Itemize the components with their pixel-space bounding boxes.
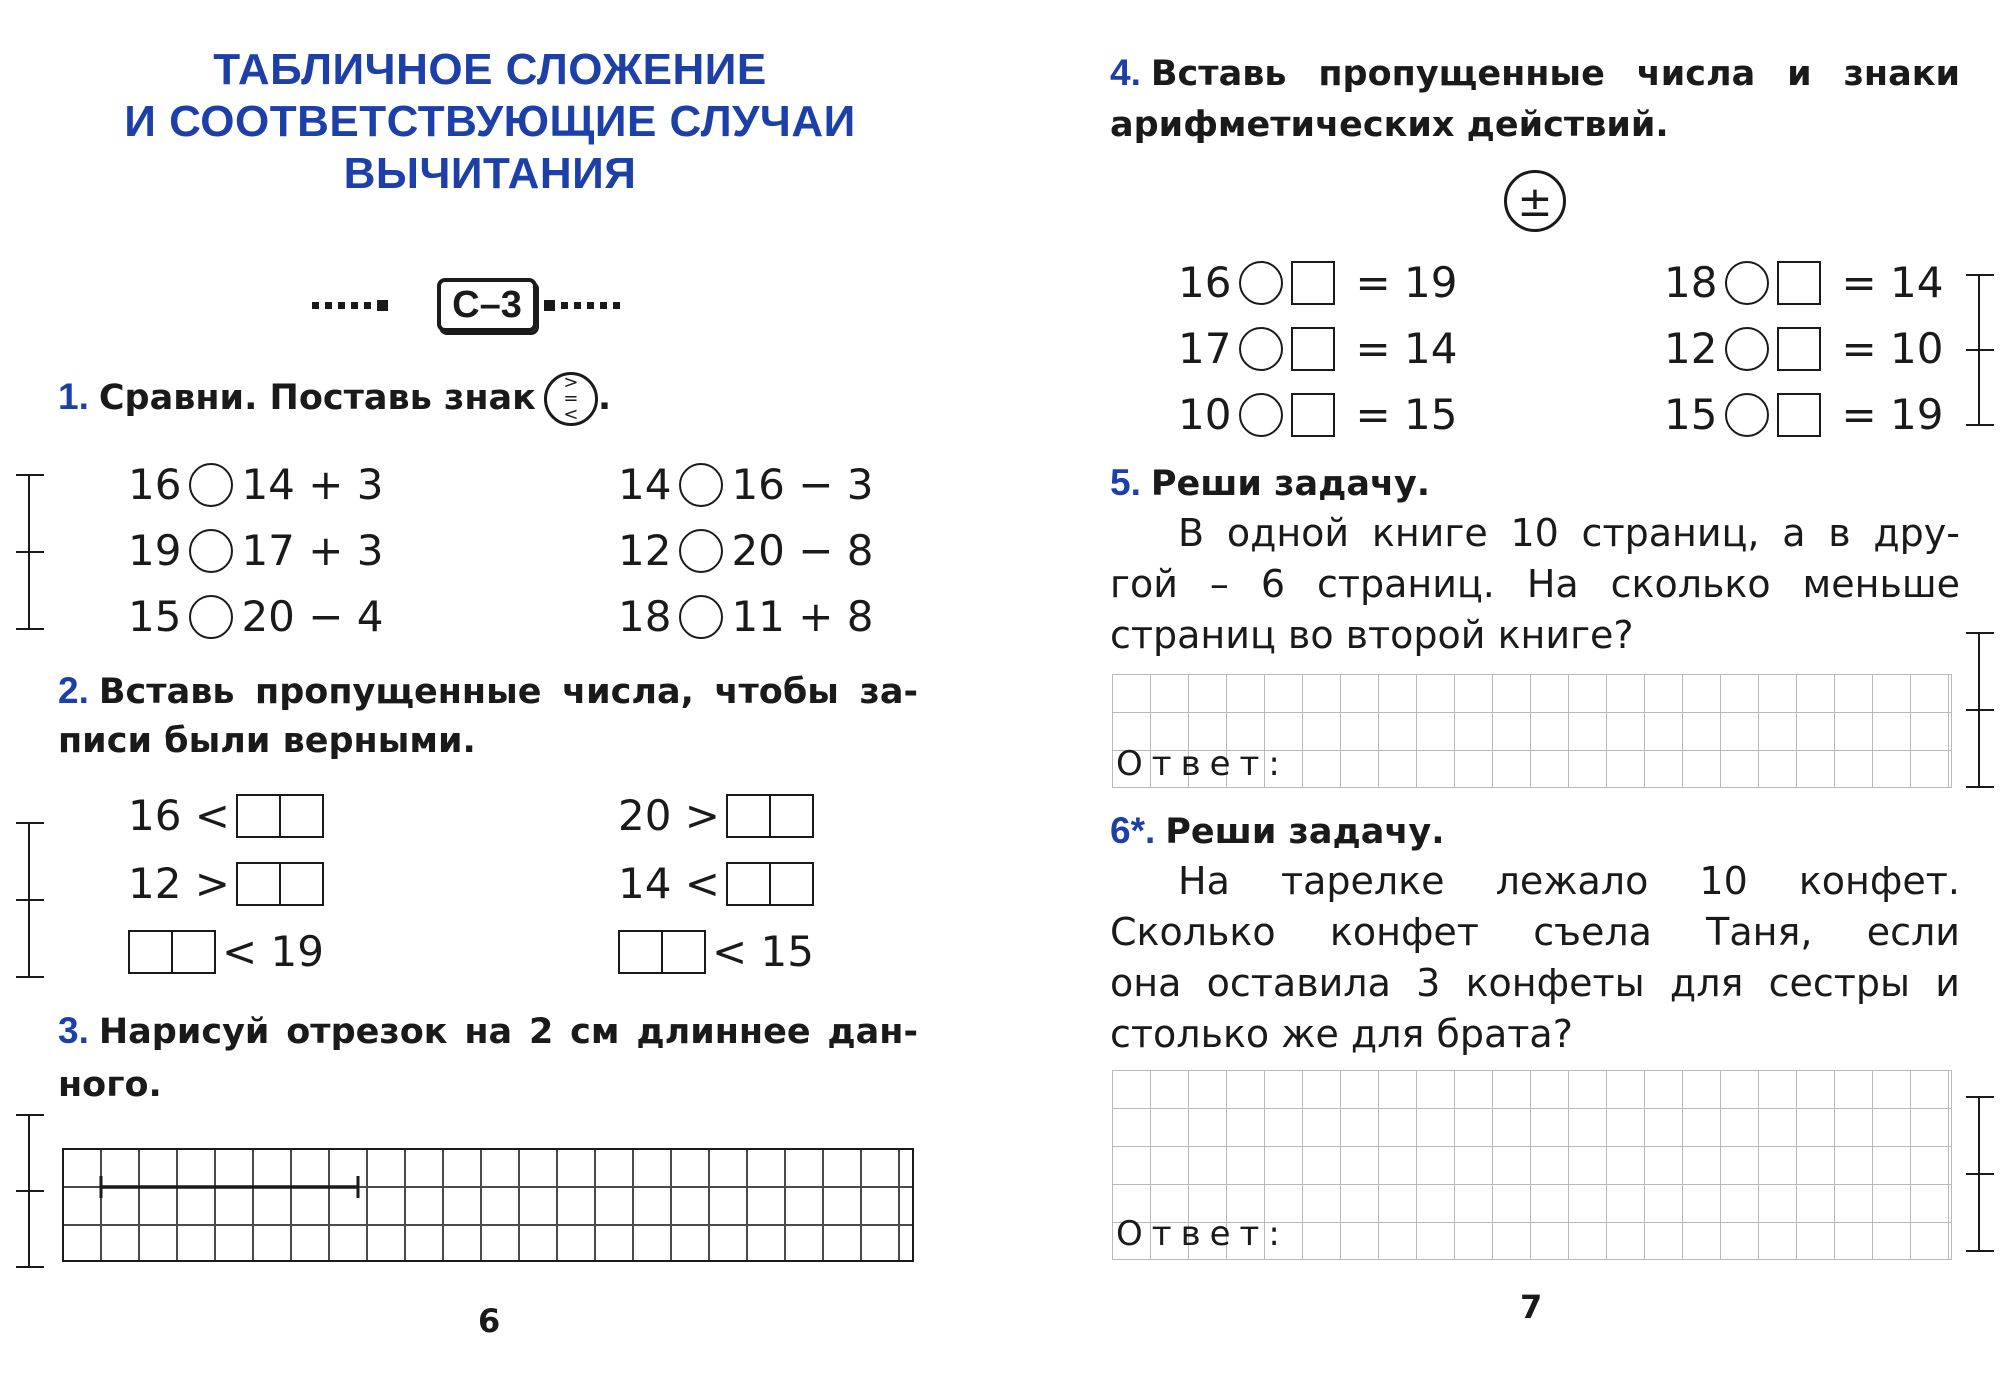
task4-row: 15 = 19 xyxy=(1664,390,1944,439)
compare-circle[interactable] xyxy=(679,595,723,639)
margin-ruler-2 xyxy=(28,822,56,978)
compare-sign-icon: > = < xyxy=(544,372,598,426)
section-badge: С–3 xyxy=(437,278,537,332)
sign-circle[interactable] xyxy=(1725,261,1769,305)
task4-heading-line1 xyxy=(1110,48,1960,99)
page-title xyxy=(60,44,920,200)
task4-right-column xyxy=(1664,250,1943,448)
task1-row: 14 16 − 3 xyxy=(618,460,874,509)
task1-text: Сравни. Поставь знак xyxy=(98,378,536,418)
task1-row: 19 17 + 3 xyxy=(128,526,384,575)
task3-line1: Нарисуй отрезок на 2 см длиннее дан- xyxy=(98,1012,918,1052)
task4-row: 12 = 10 xyxy=(1664,324,1944,373)
task1-row: 15 20 − 4 xyxy=(128,592,384,641)
task4-row: 18 = 14 xyxy=(1664,258,1944,307)
task2-row: < 19 xyxy=(128,918,330,986)
badge-dots-left xyxy=(312,298,394,312)
task5-line-1: В одной книге 10 страниц, а в дру- xyxy=(1178,511,1960,555)
margin-ruler-4 xyxy=(1978,274,2000,426)
page-number-left: 6 xyxy=(478,1302,501,1340)
task4-number: 4. xyxy=(1110,52,1141,93)
answer-box[interactable] xyxy=(128,930,216,974)
answer-box[interactable] xyxy=(618,930,706,974)
title-line-1: ТАБЛИЧНОЕ СЛОЖЕНИЕ xyxy=(213,45,767,94)
task2-row: < 15 xyxy=(618,918,820,986)
sign-circle[interactable] xyxy=(1239,327,1283,371)
task1-row: 12 20 − 8 xyxy=(618,526,874,575)
margin-ruler-3 xyxy=(28,1114,56,1268)
answer-box[interactable] xyxy=(236,862,324,906)
task3-line2: ного. xyxy=(58,1065,162,1105)
compare-circle[interactable] xyxy=(189,529,233,573)
drawing-grid[interactable] xyxy=(62,1148,914,1262)
sign-circle[interactable] xyxy=(1725,393,1769,437)
title-line-2: И СООТВЕТСТВУЮЩИЕ СЛУЧАИ xyxy=(124,97,856,146)
answer-box[interactable] xyxy=(236,794,324,838)
task2-heading-line1 xyxy=(58,666,918,717)
task2-number: 2. xyxy=(58,670,89,711)
task1-row: 18 11 + 8 xyxy=(618,592,874,641)
sign-circle[interactable] xyxy=(1725,327,1769,371)
task2-row: 12 > xyxy=(128,850,330,918)
number-box[interactable] xyxy=(1777,261,1821,305)
task2-row: 14 < xyxy=(618,850,820,918)
task1-number: 1. xyxy=(58,376,89,417)
task5-line-2: гой – 6 страниц. На сколько меньше xyxy=(1110,562,1960,606)
number-box[interactable] xyxy=(1777,393,1821,437)
task1-heading xyxy=(58,372,611,426)
task6-answer-label: Ответ: xyxy=(1116,1214,1289,1254)
task3-number: 3. xyxy=(58,1010,89,1051)
number-box[interactable] xyxy=(1777,327,1821,371)
task1-period: . xyxy=(597,378,612,418)
compare-circle[interactable] xyxy=(679,529,723,573)
task5-heading xyxy=(1110,458,1430,509)
task6-line-2: Сколько конфет съела Таня, если xyxy=(1110,910,1960,954)
number-box[interactable] xyxy=(1291,393,1335,437)
page-number-right: 7 xyxy=(1520,1288,1543,1326)
task2-row: 20 > xyxy=(618,782,820,850)
answer-box[interactable] xyxy=(726,794,814,838)
task5-line-3: страниц во второй книге? xyxy=(1110,613,1634,657)
task6-line-4: столько же для брата? xyxy=(1110,1012,1573,1056)
task4-row: 17 = 14 xyxy=(1178,324,1458,373)
task2-right-column xyxy=(618,782,820,986)
task6-line-3: она оставила 3 конфеты для сестры и xyxy=(1110,961,1960,1005)
compare-circle[interactable] xyxy=(189,463,233,507)
compare-circle[interactable] xyxy=(679,463,723,507)
number-box[interactable] xyxy=(1291,327,1335,371)
margin-ruler-5 xyxy=(1978,632,2000,788)
title-line-3: ВЫЧИТАНИЯ xyxy=(343,149,637,198)
answer-box[interactable] xyxy=(726,862,814,906)
task4-line2: арифметических действий. xyxy=(1110,105,1669,145)
task3-heading-line1 xyxy=(58,1006,918,1057)
task6-line-1: На тарелке лежало 10 конфет. xyxy=(1178,859,1960,903)
task6-number: 6*. xyxy=(1110,810,1156,851)
task2-line2: писи были верными. xyxy=(58,721,476,761)
margin-ruler-1 xyxy=(28,474,56,630)
task2-left-column xyxy=(128,782,330,986)
task6-title: Реши задачу. xyxy=(1165,812,1445,852)
margin-ruler-6 xyxy=(1978,1096,2000,1252)
sign-circle[interactable] xyxy=(1239,393,1283,437)
task4-line1: Вставь пропущенные числа и знаки xyxy=(1150,54,1960,94)
task1-left-column xyxy=(128,452,384,650)
task4-left-column xyxy=(1178,250,1457,448)
task2-line1: Вставь пропущенные числа, чтобы за- xyxy=(98,672,918,712)
task5-title: Реши задачу. xyxy=(1150,464,1431,504)
compare-circle[interactable] xyxy=(189,595,233,639)
task2-row: 16 < xyxy=(128,782,330,850)
plus-minus-icon: ± xyxy=(1504,170,1566,232)
task1-row: 16 14 + 3 xyxy=(128,460,384,509)
task1-right-column xyxy=(618,452,874,650)
task5-number: 5. xyxy=(1110,462,1141,503)
task4-row: 10 = 15 xyxy=(1178,390,1458,439)
sign-circle[interactable] xyxy=(1239,261,1283,305)
task5-answer-label: Ответ: xyxy=(1116,744,1289,784)
given-segment xyxy=(96,1172,366,1202)
badge-dots-right xyxy=(544,298,626,312)
task4-row: 16 = 19 xyxy=(1178,258,1458,307)
task6-heading xyxy=(1110,806,1445,857)
number-box[interactable] xyxy=(1291,261,1335,305)
